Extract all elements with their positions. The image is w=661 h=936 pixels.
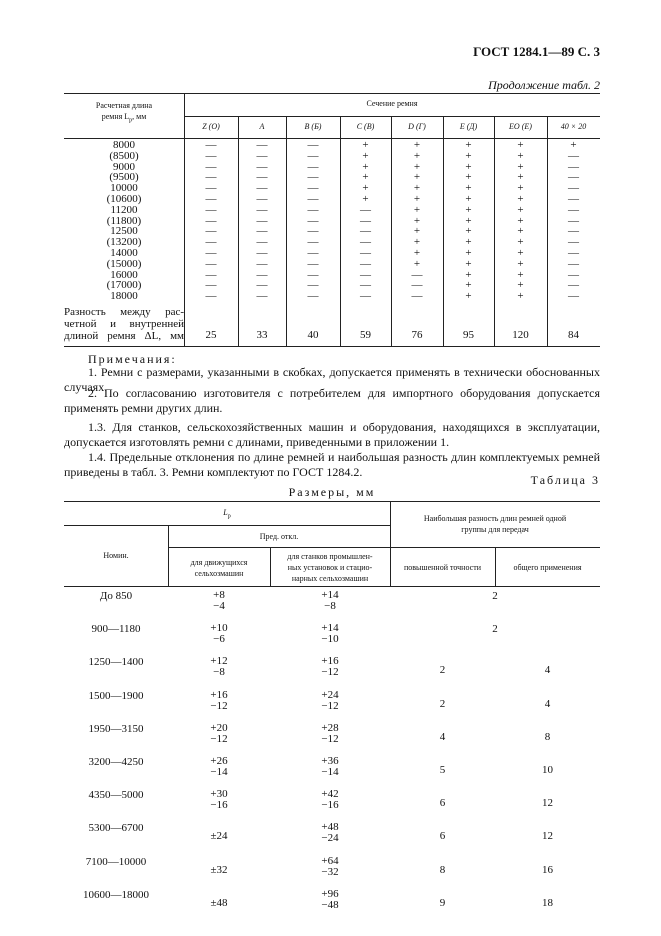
section-availability: — xyxy=(360,247,371,259)
agri-deviation: +10 xyxy=(210,622,228,635)
industrial-deviation: −10 xyxy=(321,633,339,646)
max-diff-general: 10 xyxy=(542,764,553,776)
industrial-deviation: −8 xyxy=(324,600,336,612)
nominal-length: 1250—1400 xyxy=(88,656,144,669)
section-availability: + xyxy=(413,193,421,205)
belt-length: (8500) xyxy=(109,149,139,162)
agri-deviation: −14 xyxy=(210,766,228,778)
diff-value: 59 xyxy=(360,329,371,341)
section-column-header: B (Б) xyxy=(304,122,322,131)
section-availability: — xyxy=(205,247,217,259)
diff-label-line: длиной ремня ΔL, мм xyxy=(64,330,184,342)
section-availability: — xyxy=(307,149,319,162)
section-column-header: E (Д) xyxy=(459,122,478,131)
rule xyxy=(184,116,600,117)
agri-header: для движущихся сельхозмашин xyxy=(190,558,248,578)
section-availability: + xyxy=(517,290,524,303)
nominal-length: 900—1180 xyxy=(91,623,141,636)
nominal-length: 4350—5000 xyxy=(88,789,144,802)
industrial-deviation: +36 xyxy=(321,755,339,767)
section-availability: + xyxy=(413,160,421,173)
section-availability: + xyxy=(413,236,421,249)
nominal-length: 1500—1900 xyxy=(88,689,144,702)
section-header: Сечение ремня xyxy=(366,99,418,108)
section-availability: — xyxy=(411,268,423,281)
section-availability: — xyxy=(256,182,268,195)
section-availability: + xyxy=(465,290,472,303)
section-availability: + xyxy=(517,214,524,227)
belt-length: (17000) xyxy=(106,279,142,292)
max-diff-high: 5 xyxy=(439,764,446,776)
notes-title: Примечания: xyxy=(88,352,177,366)
section-availability: — xyxy=(568,225,579,238)
section-availability: — xyxy=(256,171,268,184)
section-availability: + xyxy=(413,182,421,195)
section-availability: — xyxy=(205,203,217,216)
section-availability: — xyxy=(256,247,268,259)
max-diff-merged: 2 xyxy=(492,623,498,636)
belt-length: 14000 xyxy=(110,247,138,259)
section-availability: + xyxy=(517,257,524,270)
section-availability: + xyxy=(517,225,524,238)
section-availability: — xyxy=(205,171,217,184)
section-availability: + xyxy=(465,225,472,238)
section-availability: + xyxy=(465,214,472,227)
section-availability: — xyxy=(568,171,579,184)
section-availability: + xyxy=(413,149,421,162)
section-column-header: Z (O) xyxy=(202,122,220,131)
max-diff-high: 4 xyxy=(439,730,446,743)
diff-value: 25 xyxy=(205,329,217,341)
section-availability: — xyxy=(307,236,319,249)
section-availability: — xyxy=(205,225,217,238)
rule xyxy=(64,501,600,502)
industrial-deviation: −48 xyxy=(321,898,339,911)
section-availability: + xyxy=(362,171,369,184)
section-column-header: EO (E) xyxy=(509,122,532,131)
row-header-line1: Расчетная длина xyxy=(95,101,153,110)
section-availability: — xyxy=(256,236,268,249)
section-column-header: D (Г) xyxy=(408,122,426,131)
section-availability: — xyxy=(568,236,579,249)
diff-value: 95 xyxy=(463,329,474,341)
diff-value: 33 xyxy=(256,329,268,341)
section-availability: + xyxy=(570,139,577,151)
section-availability: — xyxy=(205,193,217,205)
industrial-deviation: +48 xyxy=(321,821,339,834)
agri-deviation: −12 xyxy=(210,732,228,745)
max-diff-high: 9 xyxy=(439,896,446,909)
section-availability: — xyxy=(568,193,579,205)
section-availability: + xyxy=(517,182,524,195)
max-diff-high: 6 xyxy=(439,797,446,810)
rule xyxy=(64,346,600,347)
agri-deviation: +16 xyxy=(210,688,228,701)
section-availability: — xyxy=(568,290,579,303)
agri-deviation: −16 xyxy=(210,799,228,812)
section-availability: + xyxy=(517,268,524,281)
industrial-header: для станков промышлен- ных установок и стацио- нарных сельхозмашин xyxy=(287,552,373,583)
section-availability: + xyxy=(517,279,524,292)
section-availability: + xyxy=(413,247,421,259)
section-availability: — xyxy=(256,279,268,292)
section-availability: — xyxy=(256,160,268,173)
section-availability: + xyxy=(362,193,369,205)
section-availability: — xyxy=(205,279,217,292)
section-availability: + xyxy=(413,225,421,238)
section-availability: — xyxy=(360,290,371,303)
section-availability: — xyxy=(307,225,319,238)
row-header xyxy=(64,100,184,127)
max-diff-merged: 2 xyxy=(492,590,498,602)
section-availability: — xyxy=(568,214,579,227)
section-availability: + xyxy=(465,257,472,270)
section-availability: + xyxy=(413,257,421,270)
industrial-deviation: +28 xyxy=(321,721,339,734)
section-availability: — xyxy=(568,257,579,270)
section-availability: — xyxy=(360,279,371,292)
section-availability: + xyxy=(362,160,369,173)
industrial-deviation: +96 xyxy=(321,887,339,900)
section-availability: — xyxy=(205,149,217,162)
section-availability: + xyxy=(465,279,472,292)
section-availability: — xyxy=(568,182,579,195)
industrial-deviation: −12 xyxy=(321,666,339,679)
section-availability: + xyxy=(517,171,524,184)
section-availability: — xyxy=(307,171,319,184)
agri-deviation: +26 xyxy=(210,755,228,767)
section-availability: — xyxy=(568,247,579,259)
max-diff-general: 8 xyxy=(544,730,551,743)
section-availability: — xyxy=(307,290,319,303)
diff-value: 84 xyxy=(568,329,579,341)
belt-length: (11800) xyxy=(106,214,142,227)
table-3-label: Таблица 3 xyxy=(530,473,600,487)
nominal-length: 1950—3150 xyxy=(88,722,144,735)
section-column-header: C (B) xyxy=(356,122,375,131)
section-availability: + xyxy=(413,171,421,184)
section-availability: + xyxy=(413,203,421,216)
belt-length: 11200 xyxy=(110,203,138,216)
agri-deviation: −4 xyxy=(213,600,225,612)
section-availability: — xyxy=(256,149,268,162)
max-diff-high: 2 xyxy=(439,664,446,677)
max-diff-general: 12 xyxy=(542,830,553,843)
section-availability: — xyxy=(307,214,319,227)
diff-value: 40 xyxy=(307,329,319,341)
section-availability: — xyxy=(256,257,268,270)
agri-deviation: −12 xyxy=(210,699,228,712)
paragraph-1-3: 1.3. Для станков, сельскохозяйственных машин и оборудования, находящихся в эксплуатации, допускается изготовлять ремни с длинами, приведенными в приложении 1. xyxy=(64,420,600,449)
belt-length: (10600) xyxy=(106,193,142,205)
section-availability: — xyxy=(411,290,423,303)
section-availability: + xyxy=(465,160,472,173)
pred-header: Пред. откл. xyxy=(259,532,299,541)
section-availability: + xyxy=(517,149,524,162)
section-availability: + xyxy=(465,236,472,249)
nominal-length: 3200—4250 xyxy=(88,756,144,768)
section-availability: — xyxy=(411,279,423,292)
max-diff-header: Наибольшая разность длин ремней одной группы для передач xyxy=(423,514,567,534)
section-availability: — xyxy=(360,214,371,227)
note-1: 1. Ремни с размерами, указанными в скобках, допускается применять в технически обоснованных случаях. xyxy=(64,365,600,394)
section-availability: + xyxy=(413,139,421,151)
lp-header: $L_p$ xyxy=(223,508,231,520)
section-availability: — xyxy=(568,203,579,216)
section-availability: + xyxy=(465,139,472,151)
section-availability: — xyxy=(307,203,319,216)
section-availability: — xyxy=(307,193,319,205)
belt-length: (15000) xyxy=(106,257,142,270)
diff-value: 76 xyxy=(411,329,423,341)
section-availability: — xyxy=(360,225,371,238)
belt-length: 12500 xyxy=(110,225,138,238)
section-availability: — xyxy=(205,257,217,270)
agri-deviation: ±24 xyxy=(210,830,228,843)
section-availability: — xyxy=(307,268,319,281)
belt-length: (9500) xyxy=(109,171,139,184)
section-availability: — xyxy=(205,182,217,195)
section-availability: — xyxy=(307,247,319,259)
section-availability: — xyxy=(205,160,217,173)
section-column-header: 40 × 20 xyxy=(560,122,587,131)
max-diff-general: 16 xyxy=(542,863,553,876)
section-availability: + xyxy=(465,171,472,184)
belt-length: (13200) xyxy=(106,236,142,249)
industrial-deviation: +16 xyxy=(321,655,339,668)
section-availability: + xyxy=(362,149,369,162)
diff-label-line: Разность между рас- xyxy=(64,306,184,318)
belt-length: 9000 xyxy=(113,160,135,173)
industrial-deviation: −32 xyxy=(321,865,339,878)
agri-deviation: +30 xyxy=(210,788,228,801)
section-availability: — xyxy=(256,268,268,281)
section-availability: + xyxy=(465,149,472,162)
page-header: ГОСТ 1284.1—89 С. 3 xyxy=(473,44,600,59)
nomin-header: Номин. xyxy=(103,551,129,560)
section-availability: + xyxy=(465,203,472,216)
section-availability: — xyxy=(205,268,217,281)
section-availability: + xyxy=(517,193,524,205)
section-availability: — xyxy=(256,139,268,151)
section-availability: — xyxy=(307,279,319,292)
industrial-deviation: +64 xyxy=(321,854,339,867)
belt-length: 10000 xyxy=(110,182,138,195)
section-availability: — xyxy=(568,279,579,292)
section-availability: — xyxy=(568,149,579,162)
max-diff-high: 8 xyxy=(439,863,446,876)
agri-deviation: +20 xyxy=(210,721,228,734)
agri-deviation: +8 xyxy=(213,589,225,601)
rule xyxy=(64,93,600,94)
max-diff-general: 4 xyxy=(544,664,551,677)
section-availability: — xyxy=(205,214,217,227)
section-availability: + xyxy=(517,160,524,173)
section-availability: — xyxy=(256,214,268,227)
max-diff-high: 2 xyxy=(439,697,446,710)
high-precision-header: повышенной точности xyxy=(403,563,481,572)
industrial-deviation: −16 xyxy=(321,799,339,812)
section-availability: — xyxy=(256,225,268,238)
table-continuation-label: Продолжение табл. 2 xyxy=(488,78,600,92)
max-diff-general: 4 xyxy=(544,697,551,710)
section-availability: + xyxy=(517,203,524,216)
section-availability: + xyxy=(517,247,524,259)
industrial-deviation: −12 xyxy=(321,699,339,712)
section-availability: — xyxy=(360,268,371,281)
paragraph-1-4: 1.4. Предельные отклонения по длине ремней и наибольшая разность длин комплектуемых ремней приведены в табл. 3. Ремни комплектуют по ГОСТ 1284.2. xyxy=(64,450,600,479)
industrial-deviation: +14 xyxy=(321,622,339,635)
section-availability: + xyxy=(465,247,472,259)
general-use-header: общего применения xyxy=(513,563,582,572)
section-availability: — xyxy=(360,257,371,270)
agri-deviation: −8 xyxy=(213,666,225,679)
industrial-deviation: +24 xyxy=(321,688,339,701)
section-availability: — xyxy=(256,203,268,216)
section-availability: — xyxy=(307,257,319,270)
max-diff-high: 6 xyxy=(439,830,446,843)
belt-length: 8000 xyxy=(113,139,135,151)
rule xyxy=(64,525,390,526)
section-availability: — xyxy=(360,236,371,249)
section-availability: + xyxy=(362,139,369,151)
nominal-length: 10600—18000 xyxy=(83,888,149,901)
section-availability: — xyxy=(256,290,268,303)
section-availability: — xyxy=(307,182,319,195)
note-2: 2. По согласованию изготовителя с потребителем для импортного оборудования допускается применять ремни других длин. xyxy=(64,386,600,415)
industrial-deviation: −12 xyxy=(321,732,339,745)
belt-length: 16000 xyxy=(110,268,138,281)
section-availability: — xyxy=(205,139,217,151)
section-availability: — xyxy=(307,160,319,173)
max-diff-general: 18 xyxy=(542,896,553,909)
nominal-length: 5300—6700 xyxy=(88,822,144,835)
industrial-deviation: −24 xyxy=(321,832,339,845)
section-availability: + xyxy=(465,268,472,281)
industrial-deviation: +42 xyxy=(321,788,339,801)
section-availability: + xyxy=(517,236,524,249)
belt-length: 18000 xyxy=(110,290,138,303)
section-availability: — xyxy=(360,203,371,216)
diff-label-line: четной и внутренней xyxy=(64,318,184,330)
section-availability: — xyxy=(307,139,319,151)
agri-deviation: ±32 xyxy=(210,863,228,876)
section-availability: — xyxy=(256,193,268,205)
section-availability: + xyxy=(413,214,421,227)
agri-deviation: ±48 xyxy=(210,896,228,909)
section-availability: — xyxy=(205,236,217,249)
section-availability: — xyxy=(205,290,217,303)
industrial-deviation: +14 xyxy=(321,589,339,601)
agri-deviation: −6 xyxy=(213,633,225,646)
nominal-length: До 850 xyxy=(99,590,133,602)
row-header-line2: ремня $L_p$, мм xyxy=(101,112,147,124)
industrial-deviation: −14 xyxy=(321,766,339,778)
section-availability: — xyxy=(568,268,579,281)
section-availability: + xyxy=(465,193,472,205)
diff-value: 120 xyxy=(512,329,529,341)
max-diff-general: 12 xyxy=(542,797,553,810)
section-availability: — xyxy=(568,160,579,173)
section-column-header: A xyxy=(259,122,265,131)
rule xyxy=(64,586,600,587)
section-availability: + xyxy=(362,182,369,195)
agri-deviation: +12 xyxy=(210,655,228,668)
rule xyxy=(168,547,390,548)
section-availability: + xyxy=(465,182,472,195)
nominal-length: 7100—10000 xyxy=(85,855,147,868)
table-3-caption: Размеры, мм xyxy=(288,485,376,499)
section-availability: + xyxy=(517,139,524,151)
